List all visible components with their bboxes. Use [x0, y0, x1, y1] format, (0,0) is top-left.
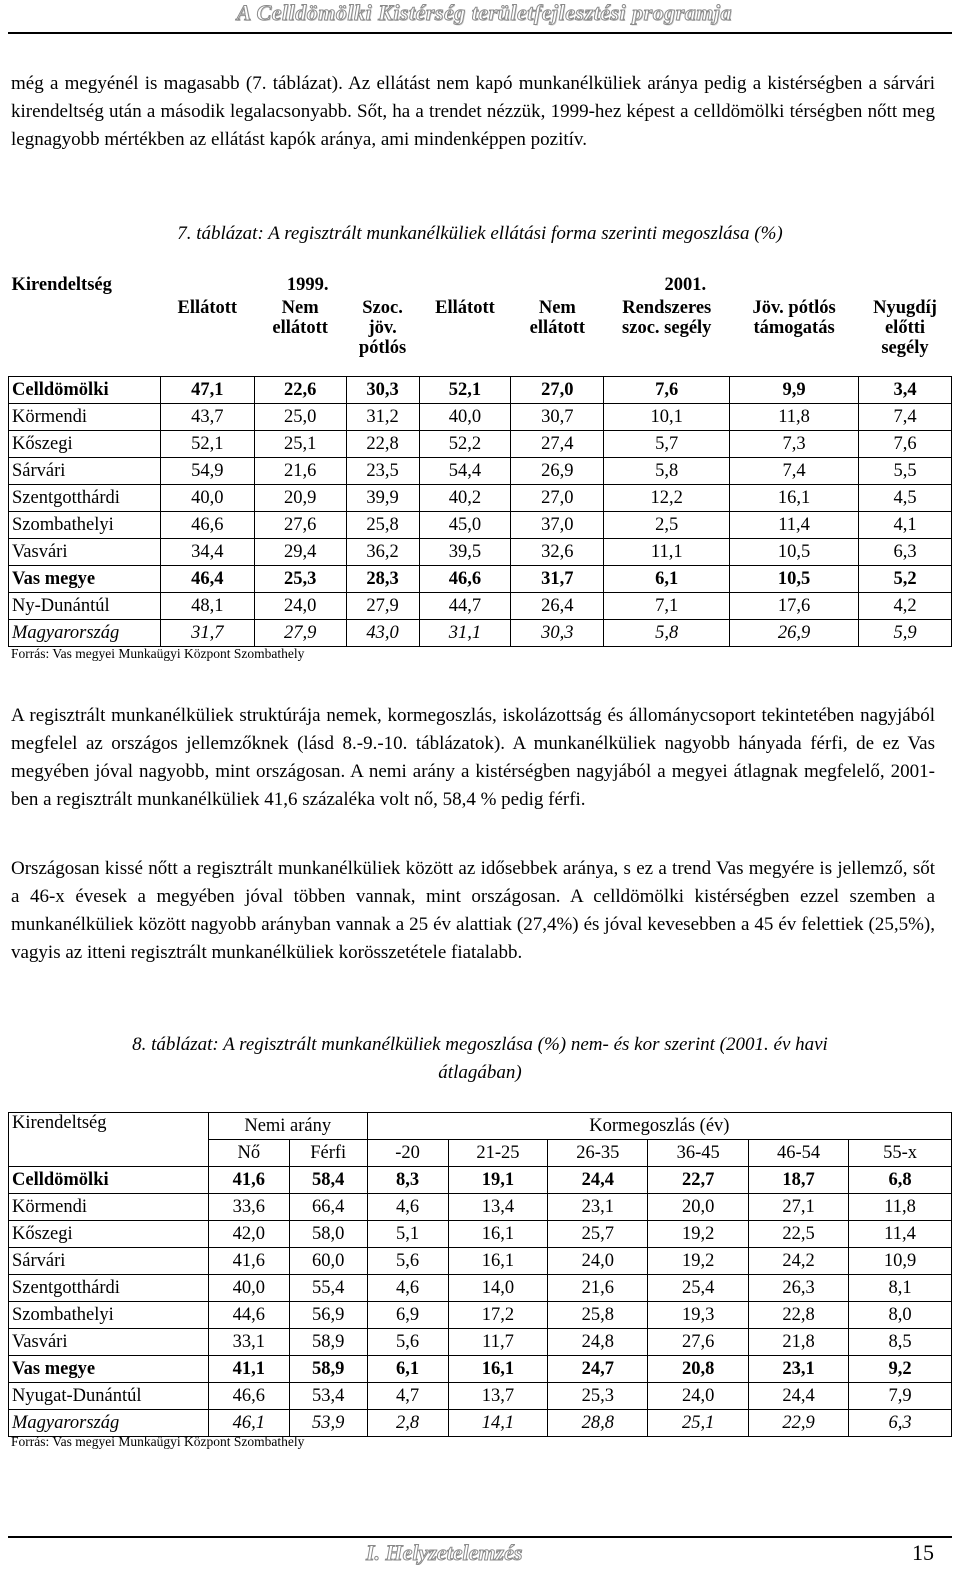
table-cell: 5,2 [859, 566, 952, 593]
row-label: Vas megye [9, 1356, 209, 1383]
table-cell: 17,6 [730, 593, 859, 620]
table-cell: 42,0 [208, 1221, 289, 1248]
table-cell: 19,3 [648, 1302, 749, 1329]
table-cell: 2,8 [367, 1410, 448, 1437]
table-cell: 22,8 [749, 1302, 849, 1329]
table-cell: 27,6 [648, 1329, 749, 1356]
table-cell: 31,1 [419, 620, 511, 647]
table-row [9, 593, 952, 620]
table-cell: 23,1 [749, 1356, 849, 1383]
table-cell: 11,8 [730, 404, 859, 431]
table-cell: 60,0 [289, 1248, 367, 1275]
table-cell: 7,4 [730, 458, 859, 485]
table-cell: 25,4 [648, 1275, 749, 1302]
row-label: Szombathelyi [9, 512, 161, 539]
table-row [9, 404, 952, 431]
table-cell: 28,8 [548, 1410, 648, 1437]
table-cell: 19,1 [448, 1167, 548, 1194]
table-cell: 7,9 [849, 1383, 952, 1410]
table-cell: 54,9 [160, 458, 254, 485]
row-label: Celldömölki [9, 377, 161, 404]
table-cell: 5,6 [367, 1329, 448, 1356]
table-cell: 27,0 [511, 485, 604, 512]
table-cell: 6,9 [367, 1302, 448, 1329]
table-cell: 23,1 [548, 1194, 648, 1221]
table-cell: 5,7 [604, 431, 730, 458]
row-label: Vasvári [9, 539, 161, 566]
table-cell: 13,7 [448, 1383, 548, 1410]
table8-col-header: 26-35 [548, 1140, 648, 1167]
table-cell: 52,1 [419, 377, 511, 404]
table-cell: 11,7 [448, 1329, 548, 1356]
table-cell: 30,7 [511, 404, 604, 431]
table-cell: 33,6 [208, 1194, 289, 1221]
table7-caption: 7. táblázat: A regisztrált munkanélküliek ellátási forma szerinti megoszlása (%) [177, 223, 783, 244]
table-cell: 43,7 [160, 404, 254, 431]
table-cell: 20,0 [648, 1194, 749, 1221]
row-label: Szentgotthárdi [9, 1275, 209, 1302]
table-cell: 4,5 [859, 485, 952, 512]
table7-col-header: Rendszeres szoc. segély [622, 298, 712, 338]
table-cell: 39,9 [346, 485, 419, 512]
table-cell: 16,1 [448, 1248, 548, 1275]
table-cell: 5,1 [367, 1221, 448, 1248]
table-cell: 4,6 [367, 1275, 448, 1302]
table-cell: 8,0 [849, 1302, 952, 1329]
table-cell: 40,2 [419, 485, 511, 512]
table8-group-row [9, 1113, 952, 1140]
table-cell: 29,4 [254, 539, 346, 566]
table7 [8, 272, 952, 647]
table-cell: 5,8 [604, 458, 730, 485]
table-row [9, 1248, 952, 1275]
table-cell: 3,4 [859, 377, 952, 404]
table-cell: 25,7 [548, 1221, 648, 1248]
table-cell: 11,8 [849, 1194, 952, 1221]
table-cell: 39,5 [419, 539, 511, 566]
table-cell: 37,0 [511, 512, 604, 539]
table-cell: 25,8 [548, 1302, 648, 1329]
table-cell: 31,2 [346, 404, 419, 431]
table-cell: 22,5 [749, 1221, 849, 1248]
table7-year-1999: 1999. [286, 275, 329, 295]
table-cell: 56,9 [289, 1302, 367, 1329]
table-cell: 30,3 [346, 377, 419, 404]
table7-col-header: Ellátott [177, 298, 238, 318]
table-cell: 30,3 [511, 620, 604, 647]
table-cell: 19,2 [648, 1248, 749, 1275]
table-cell: 26,4 [511, 593, 604, 620]
table-cell: 25,1 [254, 431, 346, 458]
table-cell: 66,4 [289, 1194, 367, 1221]
table-row [9, 1221, 952, 1248]
table-cell: 53,9 [289, 1410, 367, 1437]
table-cell: 25,3 [254, 566, 346, 593]
row-label: Kőszegi [9, 431, 161, 458]
table-cell: 34,4 [160, 539, 254, 566]
row-label: Vasvári [9, 1329, 209, 1356]
table-cell: 24,4 [548, 1167, 648, 1194]
table8-header-kirendeltseg: Kirendeltség [9, 1113, 209, 1167]
table-cell: 5,8 [604, 620, 730, 647]
table-cell: 24,0 [254, 593, 346, 620]
table-cell: 4,7 [367, 1383, 448, 1410]
table-cell: 5,6 [367, 1248, 448, 1275]
table-cell: 27,4 [511, 431, 604, 458]
table-cell: 24,0 [648, 1383, 749, 1410]
table-cell: 8,3 [367, 1167, 448, 1194]
table7-header-kirendeltseg: Kirendeltség [11, 275, 112, 295]
table-cell: 11,4 [849, 1221, 952, 1248]
table-cell: 44,7 [419, 593, 511, 620]
table-cell: 41,1 [208, 1356, 289, 1383]
table-cell: 53,4 [289, 1383, 367, 1410]
table-cell: 21,6 [254, 458, 346, 485]
table-cell: 27,9 [346, 593, 419, 620]
table-cell: 16,1 [730, 485, 859, 512]
table-cell: 58,4 [289, 1167, 367, 1194]
table-cell: 5,9 [859, 620, 952, 647]
table-cell: 25,3 [548, 1383, 648, 1410]
table7-year-row [9, 272, 952, 298]
table8-group-nemi-arany: Nemi arány [208, 1113, 367, 1140]
table8-col-header: Nő [208, 1140, 289, 1167]
table8-caption-line2: átlagában) [438, 1062, 522, 1083]
table-cell: 14,0 [448, 1275, 548, 1302]
table-cell: 41,6 [208, 1167, 289, 1194]
table-cell: 24,2 [749, 1248, 849, 1275]
table-cell: 26,9 [730, 620, 859, 647]
row-label: Magyarország [9, 620, 161, 647]
table7-source: Forrás: Vas megyei Munkaügyi Központ Szombathely [11, 646, 305, 661]
table-row [9, 566, 952, 593]
table-row [9, 485, 952, 512]
table-cell: 16,1 [448, 1221, 548, 1248]
table-cell: 23,5 [346, 458, 419, 485]
table-row [9, 1302, 952, 1329]
table-cell: 25,0 [254, 404, 346, 431]
table7-col-header: Nem ellátott [529, 298, 586, 338]
table-cell: 40,0 [208, 1275, 289, 1302]
table-cell: 40,0 [160, 485, 254, 512]
table-cell: 6,3 [859, 539, 952, 566]
table-cell: 10,9 [849, 1248, 952, 1275]
table-row [9, 1410, 952, 1437]
table-cell: 14,1 [448, 1410, 548, 1437]
table-cell: 2,5 [604, 512, 730, 539]
table-cell: 10,5 [730, 566, 859, 593]
table-cell: 11,4 [730, 512, 859, 539]
table-cell: 28,3 [346, 566, 419, 593]
table-cell: 46,6 [419, 566, 511, 593]
table-row [9, 512, 952, 539]
table-cell: 25,8 [346, 512, 419, 539]
paragraph-age: Országosan kissé nőtt a regisztrált munkanélküliek között az idősebbek aránya, s ez a trend Vas megyére is jellemző, sőt a 46-x évesek a megyében jóval többen vannak, mint országosan. A celldömölki kistérségben ezzel szemben a munkanélküliek között nagyobb arányban vannak a 25 év alattiak (27,4%) és jóval kevesebben a 45 év felettiek (25,5%), vagyis az itteni regisztrált munkanélküliek korösszetétele fiatalabb. [11, 858, 935, 963]
row-label: Nyugat-Dunántúl [9, 1383, 209, 1410]
table7-col-header: Szoc. jöv. pótlós [358, 298, 407, 358]
table-row [9, 1329, 952, 1356]
table-cell: 58,9 [289, 1329, 367, 1356]
table-cell: 6,8 [849, 1167, 952, 1194]
row-label: Szombathelyi [9, 1302, 209, 1329]
table-row [9, 1275, 952, 1302]
table-row [9, 1383, 952, 1410]
table-cell: 5,5 [859, 458, 952, 485]
row-label: Kőszegi [9, 1221, 209, 1248]
table-cell: 27,1 [749, 1194, 849, 1221]
table-cell: 10,5 [730, 539, 859, 566]
table-cell: 21,8 [749, 1329, 849, 1356]
table-cell: 46,1 [208, 1410, 289, 1437]
footer-divider [8, 1536, 952, 1538]
table-cell: 4,2 [859, 593, 952, 620]
table-cell: 22,7 [648, 1167, 749, 1194]
table-cell: 6,3 [849, 1410, 952, 1437]
table7-col-header: Ellátott [435, 298, 495, 318]
page-header [0, 0, 960, 40]
table7-col-header: Nem ellátott [272, 298, 328, 338]
table-cell: 46,6 [160, 512, 254, 539]
table-cell: 16,1 [448, 1356, 548, 1383]
table7-col-header: Jöv. pótlós támogatás [752, 298, 836, 338]
table-row [9, 458, 952, 485]
table-cell: 7,1 [604, 593, 730, 620]
table-cell: 18,7 [749, 1167, 849, 1194]
table-cell: 24,7 [548, 1356, 648, 1383]
table-cell: 24,0 [548, 1248, 648, 1275]
table-cell: 58,0 [289, 1221, 367, 1248]
footer-title: I. Helyzetelemzés [366, 1540, 523, 1565]
table8-col-header: 55-x [849, 1140, 952, 1167]
table-cell: 41,6 [208, 1248, 289, 1275]
table-cell: 10,1 [604, 404, 730, 431]
table-cell: 24,4 [749, 1383, 849, 1410]
table8-group-kormegoszlas: Kormegoszlás (év) [367, 1113, 951, 1140]
table-cell: 17,2 [448, 1302, 548, 1329]
table-cell: 20,8 [648, 1356, 749, 1383]
table-cell: 24,8 [548, 1329, 648, 1356]
table-cell: 21,6 [548, 1275, 648, 1302]
table-cell: 52,2 [419, 431, 511, 458]
row-label: Celldömölki [9, 1167, 209, 1194]
table-cell: 9,9 [730, 377, 859, 404]
table-cell: 31,7 [511, 566, 604, 593]
table-cell: 22,9 [749, 1410, 849, 1437]
table-cell: 45,0 [419, 512, 511, 539]
table-row [9, 431, 952, 458]
table-cell: 9,2 [849, 1356, 952, 1383]
table-cell: 36,2 [346, 539, 419, 566]
table-cell: 8,1 [849, 1275, 952, 1302]
table-cell: 25,1 [648, 1410, 749, 1437]
table-cell: 27,9 [254, 620, 346, 647]
table7-year-2001: 2001. [664, 275, 707, 295]
table8-col-header: -20 [367, 1140, 448, 1167]
table-cell: 40,0 [419, 404, 511, 431]
table-cell: 19,2 [648, 1221, 749, 1248]
page-number: 15 [912, 1540, 934, 1565]
table-cell: 22,6 [254, 377, 346, 404]
table-cell: 8,5 [849, 1329, 952, 1356]
row-label: Sárvári [9, 458, 161, 485]
table-cell: 27,0 [511, 377, 604, 404]
header-title: A Celldömölki Kistérség területfejlesztési programja [236, 0, 732, 25]
table-cell: 55,4 [289, 1275, 367, 1302]
row-label: Szentgotthárdi [9, 485, 161, 512]
row-label: Sárvári [9, 1248, 209, 1275]
row-label: Ny-Dunántúl [9, 593, 161, 620]
table-cell: 7,3 [730, 431, 859, 458]
table-cell: 6,1 [604, 566, 730, 593]
table8-col-header: 21-25 [448, 1140, 548, 1167]
table-cell: 12,2 [604, 485, 730, 512]
intro-paragraph: még a megyénél is magasabb (7. táblázat). Az ellátást nem kapó munkanélküliek aránya pedig a kistérségben a sárvári kirendeltség után a második legalacsonyabb. Sőt, ha a trendet nézzük, 1999-hez képest a celldömölki térségben nőtt meg legnagyobb mértékben az ellátást kapók aránya, ami mindenképpen pozitív. [11, 73, 935, 150]
table-row [9, 1167, 952, 1194]
row-label: Magyarország [9, 1410, 209, 1437]
table8-caption-line1: 8. táblázat: A regisztrált munkanélküliek megoszlása (%) nem- és kor szerint (2001. év havi [132, 1034, 828, 1055]
table-row [9, 620, 952, 647]
header-divider [8, 32, 952, 34]
table-cell: 32,6 [511, 539, 604, 566]
table-cell: 54,4 [419, 458, 511, 485]
row-label: Körmendi [9, 404, 161, 431]
table8-col-header: 36-45 [648, 1140, 749, 1167]
table-cell: 7,4 [859, 404, 952, 431]
table-cell: 33,1 [208, 1329, 289, 1356]
table-cell: 7,6 [604, 377, 730, 404]
table8-col-header: Férfi [289, 1140, 367, 1167]
table-row [9, 1194, 952, 1221]
table7-col-header: Nyugdíj előtti segély [873, 298, 937, 358]
table-cell: 20,9 [254, 485, 346, 512]
table-row [9, 539, 952, 566]
table-cell: 11,1 [604, 539, 730, 566]
table-cell: 43,0 [346, 620, 419, 647]
table-row [9, 1356, 952, 1383]
table-cell: 46,4 [160, 566, 254, 593]
table8-col-header: 46-54 [749, 1140, 849, 1167]
table-cell: 4,6 [367, 1194, 448, 1221]
table7-column-header-row [9, 298, 952, 377]
row-label: Vas megye [9, 566, 161, 593]
table8-source: Forrás: Vas megyei Munkaügyi Központ Szombathely [11, 1434, 305, 1449]
table-cell: 52,1 [160, 431, 254, 458]
table-cell: 7,6 [859, 431, 952, 458]
table-cell: 31,7 [160, 620, 254, 647]
table-cell: 48,1 [160, 593, 254, 620]
table-cell: 4,1 [859, 512, 952, 539]
table-cell: 13,4 [448, 1194, 548, 1221]
table-cell: 6,1 [367, 1356, 448, 1383]
paragraph-structure: A regisztrált munkanélküliek struktúrája nemek, kormegoszlás, iskolázottság és állománycsoport tekintetében nagyjából megfelel az országos jellemzőknek (lásd 8.-9.-10. táblázatok). A munkanélküliek nagyobb hányada férfi, de ez Vas megyében jóval nagyobb, mint országosan. A nemi arány a kistérségben nagyjából a megyei átlagnak megfelelő, 2001-ben a regisztrált munkanélküliek 41,6 százaléka volt nő, 58,4 % pedig férfi. [11, 705, 935, 810]
table-cell: 47,1 [160, 377, 254, 404]
table-cell: 46,6 [208, 1383, 289, 1410]
table-cell: 22,8 [346, 431, 419, 458]
table-cell: 58,9 [289, 1356, 367, 1383]
table-row [9, 377, 952, 404]
table-cell: 26,3 [749, 1275, 849, 1302]
table-cell: 27,6 [254, 512, 346, 539]
table8 [8, 1112, 952, 1437]
row-label: Körmendi [9, 1194, 209, 1221]
table-cell: 26,9 [511, 458, 604, 485]
table-cell: 44,6 [208, 1302, 289, 1329]
